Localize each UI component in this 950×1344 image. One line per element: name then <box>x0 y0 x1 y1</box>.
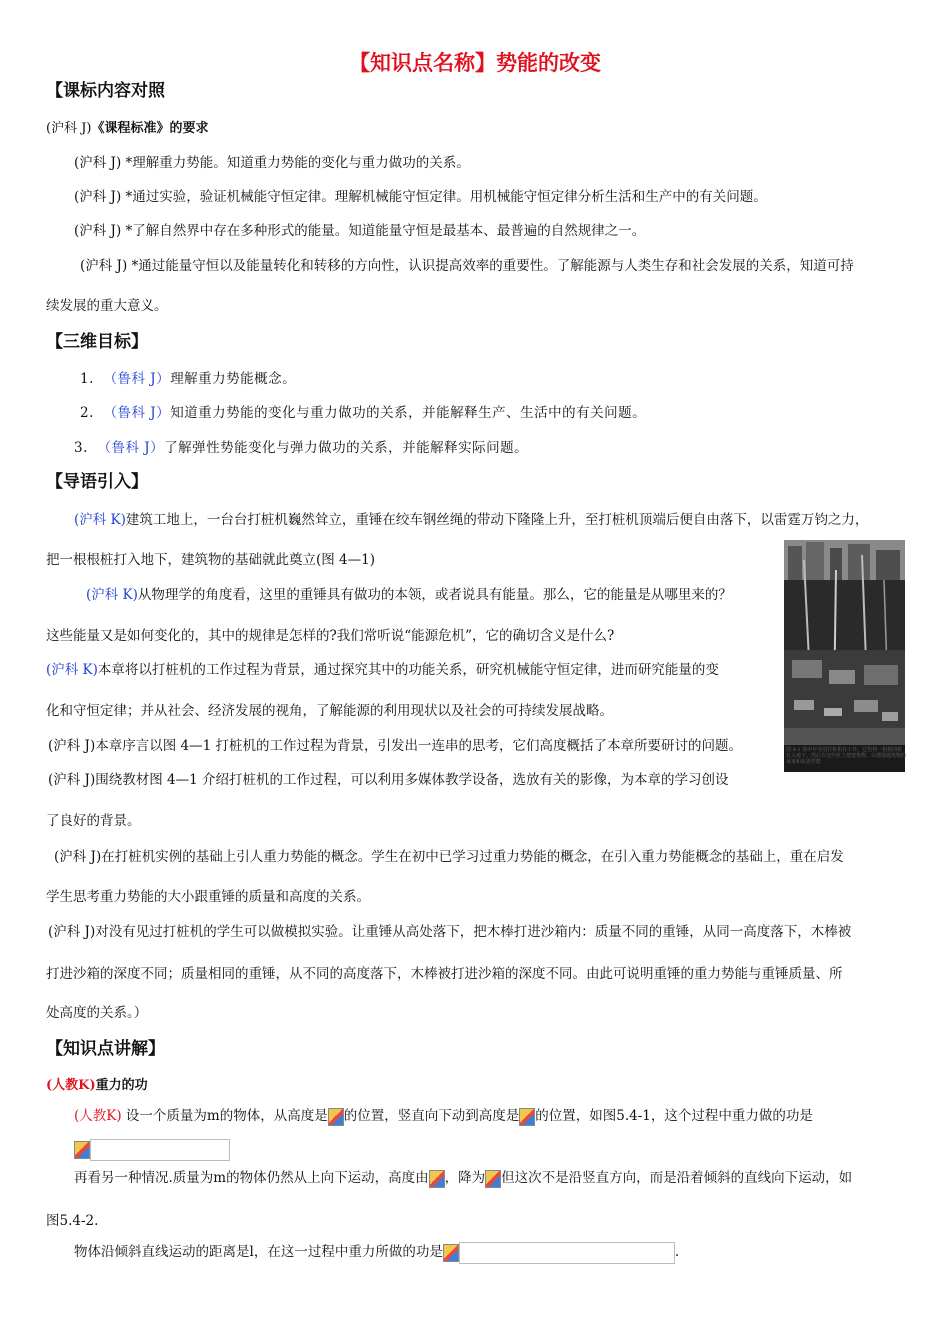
intro-paragraph <box>48 920 851 940</box>
goal-number: 2. <box>80 405 94 421</box>
equation-box <box>90 1139 230 1161</box>
knowledge-text: 图5.4-2. <box>46 1213 99 1229</box>
curriculum-standard-label: 《课程标准》的要求 <box>91 121 209 136</box>
equation-image-icon <box>485 1170 501 1188</box>
goal-item <box>80 401 646 421</box>
goal-item <box>80 367 296 387</box>
knowledge-text: 再看另一种情况.质量为m的物体仍然从上向下运动，高度由 <box>74 1170 429 1186</box>
curriculum-header <box>46 117 209 136</box>
intro-text: 建筑工地上，一台台打桩机巍然耸立，重锤在绞车钢丝绳的带动下隆隆上升，至打桩机顶端后便自由落下，以雷霆万钧之力， <box>125 512 869 528</box>
tag-rjk: (人教K) <box>46 1078 96 1093</box>
intro-paragraph <box>46 658 719 678</box>
intro-text: 学生思考重力势能的大小跟重锤的质量和高度的关系。 <box>46 889 370 905</box>
photo-caption: 图 4-1 某中年劳动打桩机在工作。它们将一根根的桩打入地下，然后在这些桩上建建筑物。以增强建筑物的承重和抗震性能 <box>786 747 907 765</box>
curriculum-text: *通过实验，验证机械能守恒定律。理解机械能守恒定律。用机械能守恒定律分析生活和生产中的有关问题。 <box>125 189 767 205</box>
goal-text: 了解弹性势能变化与弹力做功的关系，并能解释实际问题。 <box>164 440 529 456</box>
curriculum-text: *通过能量守恒以及能量转化和转移的方向性，认识提高效率的重要性。了解能源与人类生存和社会发展的关系，知道可持 <box>131 258 854 274</box>
tag-hkk: (沪科 K) <box>46 662 98 678</box>
intro-text: 在打桩机实例的基础上引人重力势能的概念。学生在初中已学习过重力势能的概念，在引入重力势能概念的基础上，重在启发 <box>101 849 844 865</box>
intro-text: 打进沙箱的深度不同；质量相同的重锤，从不同的高度落下，木棒被打进沙箱的深度不同。由此可说明重锤的重力势能与重锤质量、所 <box>46 966 843 982</box>
equation-placeholder <box>74 1139 230 1161</box>
intro-text: 从物理学的角度看，这里的重锤具有做功的本领，或者说具有能量。那么，它的能量是从哪里来的？ <box>137 587 732 603</box>
equation-image-icon <box>443 1244 459 1262</box>
curriculum-line <box>74 219 645 239</box>
tag-hkj: (沪科 J) <box>80 258 128 274</box>
section-heading-curriculum: 【课标内容对照 <box>46 81 165 101</box>
intro-text: 这些能量又是如何变化的，其中的规律是怎样的?我们常听说“能源危机”，它的确切含义是什么? <box>46 628 615 644</box>
intro-text: 把一根根桩打入地下，建筑物的基础就此奠立(图 4—1) <box>46 552 376 568</box>
knowledge-line <box>74 1166 852 1188</box>
intro-text: 围绕教材图 4—1 介绍打桩机的工作过程，可以利用多媒体教学设备，选放有关的影像，为本章的学习创设 <box>95 772 729 788</box>
intro-paragraph <box>48 768 729 788</box>
section-heading-knowledge: 【知识点讲解】 <box>46 1039 165 1059</box>
intro-text: 本章将以打桩机的工作过程为背景，通过探究其中的功能关系，研究机械能守恒定律，进而研究能量的变 <box>97 662 719 678</box>
curriculum-text: *了解自然界中存在多种形式的能量。知道能量守恒是最基本、最普遍的自然规律之一。 <box>125 223 646 239</box>
subhead-text: 重力的功 <box>95 1078 148 1093</box>
goal-number: 1. <box>80 371 94 387</box>
curriculum-text: *理解重力势能。知道重力势能的变化与重力做功的关系。 <box>125 155 470 171</box>
tag-hkk: (沪科 K) <box>74 512 126 528</box>
knowledge-text: . <box>674 1244 680 1260</box>
goal-text: 理解重力势能概念。 <box>170 371 297 387</box>
goal-item <box>74 436 528 456</box>
intro-text: 了良好的背景。 <box>46 813 141 829</box>
tag-hkj: (沪科 J) <box>54 849 102 865</box>
tag-hkj: (沪科 J) <box>46 121 92 136</box>
tag-rjk: (人教K) <box>74 1108 122 1124</box>
equation-box <box>459 1242 675 1264</box>
knowledge-text: 设一个质量为m的物体，从高度是 <box>125 1108 328 1124</box>
goal-number: 3. <box>74 440 88 456</box>
intro-paragraph <box>74 508 868 528</box>
tag-lkj: （鲁科 J） <box>103 371 171 387</box>
curriculum-line <box>80 254 854 274</box>
tag-hkj: (沪科 J) <box>74 223 122 239</box>
goal-text: 知道重力势能的变化与重力做功的关系，并能解释生产、生活中的有关问题。 <box>170 405 647 421</box>
tag-hkj: (沪科 J) <box>48 924 96 940</box>
tag-hkk: (沪科 K) <box>86 587 138 603</box>
curriculum-line-continued: 续发展的重大意义。 <box>46 298 168 314</box>
intro-text: 本章序言以图 4—1 打桩机的工作过程为背景，引发出一连串的思考，它们高度概括了本章所要研讨的问题。 <box>95 738 743 754</box>
page-title: 【知识点名称】势能的改变 <box>349 50 601 75</box>
intro-text: 化和守恒定律；并从社会、经济发展的视角，了解能源的利用现状以及社会的可持续发展战略。 <box>46 703 613 719</box>
knowledge-line <box>74 1104 813 1126</box>
knowledge-text: 但这次不是沿竖直方向，而是沿着倾斜的直线向下运动，如 <box>501 1170 853 1186</box>
tag-hkj: (沪科 J) <box>48 772 96 788</box>
section-heading-goals: 【三维目标】 <box>46 332 148 352</box>
curriculum-line <box>74 185 767 205</box>
intro-text: 处高度的关系。） <box>46 1005 148 1021</box>
knowledge-text: 的位置，竖直向下动到高度是 <box>343 1108 520 1124</box>
knowledge-text: 的位置，如图5.4-1，这个过程中重力做的功是 <box>535 1108 813 1124</box>
intro-paragraph <box>54 845 844 865</box>
knowledge-text: ，降为 <box>444 1170 486 1186</box>
equation-image-icon <box>74 1141 90 1159</box>
intro-paragraph <box>48 734 742 754</box>
intro-text: 对没有见过打桩机的学生可以做模拟实验。让重锤从高处落下，把木棒打进沙箱内：质量不同的重锤，从同一高度落下，木棒被 <box>95 924 852 940</box>
pile-driver-photo <box>784 540 905 772</box>
tag-hkj: (沪科 J) <box>48 738 96 754</box>
section-heading-intro: 【导语引入】 <box>46 472 148 492</box>
knowledge-line <box>74 1240 679 1264</box>
knowledge-subhead <box>46 1074 148 1093</box>
tag-hkj: (沪科 J) <box>74 189 122 205</box>
knowledge-text: 物体沿倾斜直线运动的距离是l，在这一过程中重力所做的功是 <box>74 1244 443 1260</box>
curriculum-line <box>74 151 470 171</box>
equation-image-icon <box>328 1108 344 1126</box>
equation-image-icon <box>519 1108 535 1126</box>
intro-paragraph <box>86 583 732 603</box>
equation-image-icon <box>429 1170 445 1188</box>
tag-hkj: (沪科 J) <box>74 155 122 171</box>
tag-lkj: （鲁科 J） <box>103 405 171 421</box>
construction-site-image <box>784 540 905 745</box>
tag-lkj: （鲁科 J） <box>97 440 165 456</box>
